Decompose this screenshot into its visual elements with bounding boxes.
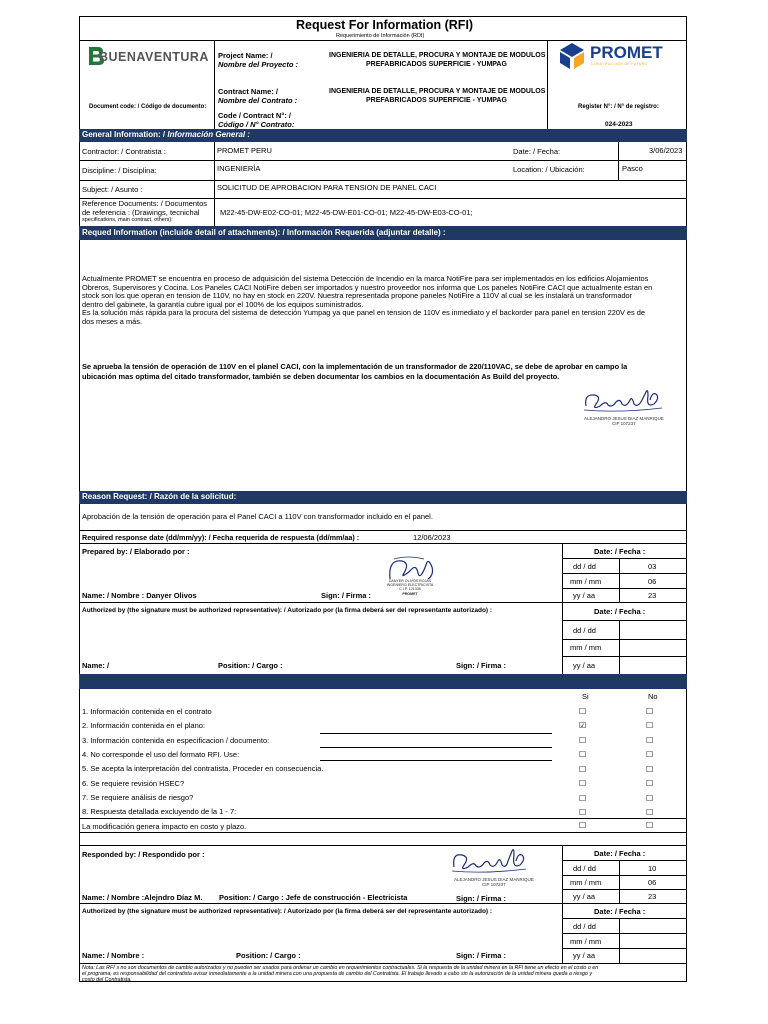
responded-position-label: Position: / Cargo : Jefe de construcción - Electricista xyxy=(219,893,408,902)
responder-signature-top xyxy=(580,386,670,416)
code-label-en: Code / Contract N°: / xyxy=(218,111,292,120)
checklist-item-label: 4. No corresponde el uso del formato RFI. Use: xyxy=(82,750,240,759)
checkbox-si[interactable]: ☐ xyxy=(579,779,587,788)
contractor-label: Contractor: / Contratista : xyxy=(82,147,166,156)
checklist-item-label: 7. Se requiere análisis de riesgo? xyxy=(82,793,194,802)
doc-code-label: Document code: / Código de documento: xyxy=(89,104,207,110)
checkbox-no[interactable]: ☐ xyxy=(646,765,654,774)
stamp-line: DANYER OLIVOS ROJAS xyxy=(388,579,432,583)
responded-yy: 23 xyxy=(648,892,657,901)
prepared-dd: 03 xyxy=(648,562,657,571)
subject-value: SOLICITUD DE APROBACION PARA TENSION DE PANEL CACI xyxy=(217,183,437,192)
contract-value-2: PREFABRICADOS SUPERFICIE - YUMPAG xyxy=(366,97,507,104)
promet-tagline: CONSTRUCCIÓN DE FUTURO xyxy=(591,62,648,66)
prepared-name-value: Danyer Olivos xyxy=(146,591,197,600)
paragraph-line: stock son los que operan en tension de 110V, no hay en stock en 220V. Nuestra representada propone paneles NotiFire a 110V al cual se les instalará un transformador xyxy=(82,291,633,301)
refdocs-label-1: Reference Documents: / Documentos xyxy=(82,199,208,208)
response-date-value: 12/06/2023 xyxy=(413,533,451,542)
promet-wordmark: PROMET xyxy=(590,43,663,62)
responded-mm: 06 xyxy=(648,878,657,887)
responded-dd-label: dd / dd xyxy=(573,864,596,873)
checkbox-si[interactable]: ☐ xyxy=(579,736,587,745)
checkbox-no[interactable]: ☐ xyxy=(646,750,654,759)
checkbox-si[interactable]: ☐ xyxy=(579,821,587,830)
prepared-name-label: Name: / Nombre : Danyer Olivos xyxy=(82,591,197,600)
project-value-1: INGENIERIA DE DETALLE, PROCURA Y MONTAJE DE MODULOS xyxy=(329,52,546,59)
authorized2-dd-label: dd / dd xyxy=(573,922,596,931)
code-label-es: Código / N° Contrato: xyxy=(218,120,295,129)
responded-position-value: Jefe de construcción - Electricista xyxy=(285,893,408,902)
note-line: Nota: Las RFI´s no son documentos de cambio autorizados y no pueden ser usados para ordenar un cambio en requerimientos contractuales. Si la respuesta de la unidad minera en la RFI tiene un efecto en el costo o en xyxy=(82,965,599,971)
paragraph-line: Actualmente PROMET se encuentra en proceso de adquisición del sistema Detección de Incendio en la marca NotiFire para ser implementados en los edificios Alojamientos xyxy=(82,274,649,283)
checklist-si-header: Si xyxy=(582,692,589,701)
responded-name-value: Alejndro Díaz M. xyxy=(144,893,203,902)
authorized2-position-label: Position: / Cargo : xyxy=(236,951,301,960)
date-label: Date: / Fecha: xyxy=(513,147,561,156)
approval-text xyxy=(82,362,682,382)
prepared-label: Prepared by: / Elaborado por : xyxy=(82,547,190,556)
header-divider-left xyxy=(214,40,215,129)
project-value-2: PREFABRICADOS SUPERFICIE - YUMPAG xyxy=(366,61,507,68)
general-info-bar-en: General Information: / xyxy=(82,130,168,139)
subject-label: Subject: / Asunto : xyxy=(82,185,143,194)
reason-bar xyxy=(79,491,687,504)
header-rule xyxy=(79,40,687,41)
checklist-bar xyxy=(79,674,687,689)
refdocs-label-3: specifications, main contract, others): xyxy=(82,217,173,223)
responded-label: Responded by: / Respondido por : xyxy=(82,850,205,859)
authorized1-dd-label: dd / dd xyxy=(573,626,596,635)
checklist-no-header: No xyxy=(648,692,658,701)
required-paragraph xyxy=(82,275,682,327)
prepared-dd-label: dd / dd xyxy=(573,562,596,571)
authorized1-position-label: Position: / Cargo : xyxy=(218,661,283,670)
prepared-date-label: Date: / Fecha : xyxy=(594,547,646,556)
buenaventura-wordmark: BUENAVENTURA xyxy=(99,50,209,64)
project-label-en: Project Name: / xyxy=(218,51,273,60)
checklist-blank-line xyxy=(320,747,552,748)
contract-label-es: Nombre del Contrato : xyxy=(218,96,298,105)
checkbox-si[interactable]: ☐ xyxy=(579,750,587,759)
responded-name-label: Name: / Nombre :Alejndro Díaz M. xyxy=(82,893,203,902)
general-info-bar-es: Información General : xyxy=(167,130,251,139)
buenaventura-logo xyxy=(86,45,212,67)
prepared-yy-label: yy / aa xyxy=(573,591,596,600)
checkbox-no[interactable]: ☐ xyxy=(646,821,654,830)
checklist-blank-line xyxy=(320,760,552,761)
prepared-sign-label: Sign: / Firma : xyxy=(321,591,372,600)
responder-signature xyxy=(450,847,530,877)
register-value: 024-2023 xyxy=(605,121,633,128)
note-line: costo del Contratista. xyxy=(82,977,132,984)
footer-note xyxy=(82,965,684,983)
checkbox-no[interactable]: ☐ xyxy=(646,794,654,803)
sig-caption-top-1: ALEJANDRO JESUS DIAZ MANRIQUE xyxy=(584,416,664,421)
authorized2-sign-label: Sign: / Firma : xyxy=(456,951,507,960)
date-value: 3/06/2023 xyxy=(649,146,683,155)
paragraph-line: Obreros, Supervisores y Cocina. Los Paneles CACI NotiFire deben ser importados y nuestro proveedor nos informa que Los paneles NotiFire CACI que actualmente estan en xyxy=(82,282,653,292)
authorized2-date-label: Date: / Fecha : xyxy=(594,907,646,916)
refdocs-label-2: de referencia : (Drawings, tecnichal xyxy=(82,208,200,217)
paragraph-line: Es la solución más rápida para la procura del sistema de detección Yumpag ya que panel en tension de 110V es inmediato y el backorder para panel en tension 220V es de xyxy=(82,308,646,318)
checklist-item-label: La modificación genera impacto en costo y plazo. xyxy=(82,822,247,831)
refdocs-value: M22-45-DW-E02-CO-01; M22-45-DW-E01-CO-01; M22-45-DW-E03-CO-01; xyxy=(220,208,473,217)
checkbox-si[interactable]: ☐ xyxy=(579,765,587,774)
checkbox-si[interactable]: ☐ xyxy=(579,707,587,716)
discipline-label: Discipline: / Disciplina: xyxy=(82,166,157,175)
checkbox-no[interactable]: ☐ xyxy=(646,779,654,788)
authorized2-mm-label: mm / mm xyxy=(570,937,602,946)
contractor-value: PROMET PERU xyxy=(217,146,272,155)
contract-value-1: INGENIERIA DE DETALLE, PROCURA Y MONTAJE DE MODULOS xyxy=(329,88,546,95)
paragraph-line: dos meses a más. xyxy=(82,316,142,326)
authorized2-label: Authorized by (the signature must be authorized representative): / Autorizado por (la firma deberá ser del representante autorizado) : xyxy=(82,908,493,915)
checklist-item-label: 5. Se acepta la interpretación del contratista. Proceder en consecuencia. xyxy=(82,764,324,773)
checklist-item-label: 6. Se requiere revisión HSEC? xyxy=(82,779,185,788)
register-label: Register N°: / N° de registro: xyxy=(578,104,659,110)
project-label-es: Nombre del Proyecto : xyxy=(218,60,299,69)
checklist-item-label: 1. Información contenida en el contrato xyxy=(82,707,212,716)
authorized1-yy-label: yy / aa xyxy=(573,661,596,670)
preparer-stamp xyxy=(378,579,442,596)
approval-line: ubicación mas optima del citado transformador, también se deben documentar los cambios en la documentación As Build del proyecto. xyxy=(82,372,560,381)
checkbox-no[interactable]: ☐ xyxy=(646,721,654,730)
checkbox-si[interactable]: ☐ xyxy=(579,794,587,803)
checkbox-no[interactable]: ☐ xyxy=(646,736,654,745)
responded-date-label: Date: / Fecha : xyxy=(594,849,646,858)
stamp-line: C.I.P. 121336 xyxy=(399,587,421,592)
required-info-bar: Requed Information (incluide detail of attachments): / Información Requerida (adjuntar detalle) : xyxy=(79,226,687,240)
stamp-line: INGENIERO ELECTRICISTA xyxy=(386,583,434,588)
checklist-item-label: 3. Información contenida en especificacion / documento: xyxy=(82,736,270,745)
header-divider-right xyxy=(547,40,548,129)
prepared-yy: 23 xyxy=(648,591,657,600)
authorized1-date-label: Date: / Fecha : xyxy=(594,607,646,616)
authorized1-sign-label: Sign: / Firma : xyxy=(456,661,507,670)
authorized1-label: Authorized by (the signature must be authorized representative): / Autorizado por (la firma deberá ser del representante autorizado) : xyxy=(82,607,493,614)
authorized2-yy-label: yy / aa xyxy=(573,951,596,960)
responded-yy-label: yy / aa xyxy=(573,892,596,901)
sig-caption-top-2: CIP 107237 xyxy=(612,421,636,426)
checkbox-si[interactable]: ☐ xyxy=(579,808,587,817)
prepared-mm-label: mm / mm xyxy=(570,577,602,586)
note-line: el programa, es responsabilidad del contratista avisar inmediatamente a la unidad minera con una propuesta de cambio del Contratista. El trabajo llevado a cabo sin la autorización de la unidad minera queda a riesgo y xyxy=(82,971,592,978)
approval-line: Se aprueba la tensión de operación de 110V en el planel CACI, con la implementación de un transformador de 220/110VAC, se debe de aprobar en campo la xyxy=(82,362,628,371)
discipline-value: INGENIERÍA xyxy=(217,164,261,173)
sig-caption-bottom-1: ALEJANDRO JESUS DIAZ MANRIQUE xyxy=(454,877,534,882)
sig-caption-bottom-2: CIP 107237 xyxy=(482,882,506,887)
response-date-label: Required response date (dd/mm/yy): / Fecha requerida de respuesta (dd/mm/aa) : xyxy=(82,533,360,542)
authorized2-name-label: Name: / Nombre : xyxy=(82,951,145,960)
promet-logo xyxy=(558,42,678,72)
responded-sign-label: Sign: / Firma : xyxy=(456,894,507,903)
reason-text: Aprobación de la tensión de operación para el Panel CACI a 110V con transformador incluido en el panel. xyxy=(82,512,433,521)
checklist-blank-line xyxy=(320,733,552,734)
location-value: Pasco xyxy=(622,164,643,173)
checklist-item-label: 2. Información contenida en el plano: xyxy=(82,721,205,730)
contract-label-en: Contract Name: / xyxy=(218,87,279,96)
checkbox-si[interactable]: ☑ xyxy=(579,721,587,730)
checkbox-no[interactable]: ☐ xyxy=(646,707,654,716)
reason-bar-text: Reason Request: / Razón de la solicitud: xyxy=(82,492,237,501)
form-subtitle: Requerimiento de Información (RDI) xyxy=(336,33,425,39)
general-info-bar xyxy=(79,129,687,142)
checklist-item-label: 8. Respuesta detallada excluyendo de la 1 - 7: xyxy=(82,807,237,816)
paragraph-line: dentro del gabinete, la garantía cubre igual por el 100% de los equipos suministrados. xyxy=(82,299,364,309)
prepared-mm: 06 xyxy=(648,577,657,586)
authorized1-name-label: Name: / xyxy=(82,661,110,670)
authorized1-mm-label: mm / mm xyxy=(570,643,602,652)
responded-mm-label: mm / mm xyxy=(570,878,602,887)
stamp-line: PROMET xyxy=(402,591,418,596)
responded-dd: 10 xyxy=(648,864,657,873)
checkbox-no[interactable]: ☐ xyxy=(646,808,654,817)
location-label: Location: / Ubicación: xyxy=(513,165,585,174)
form-title: Request For Information (RFI) xyxy=(296,18,474,32)
